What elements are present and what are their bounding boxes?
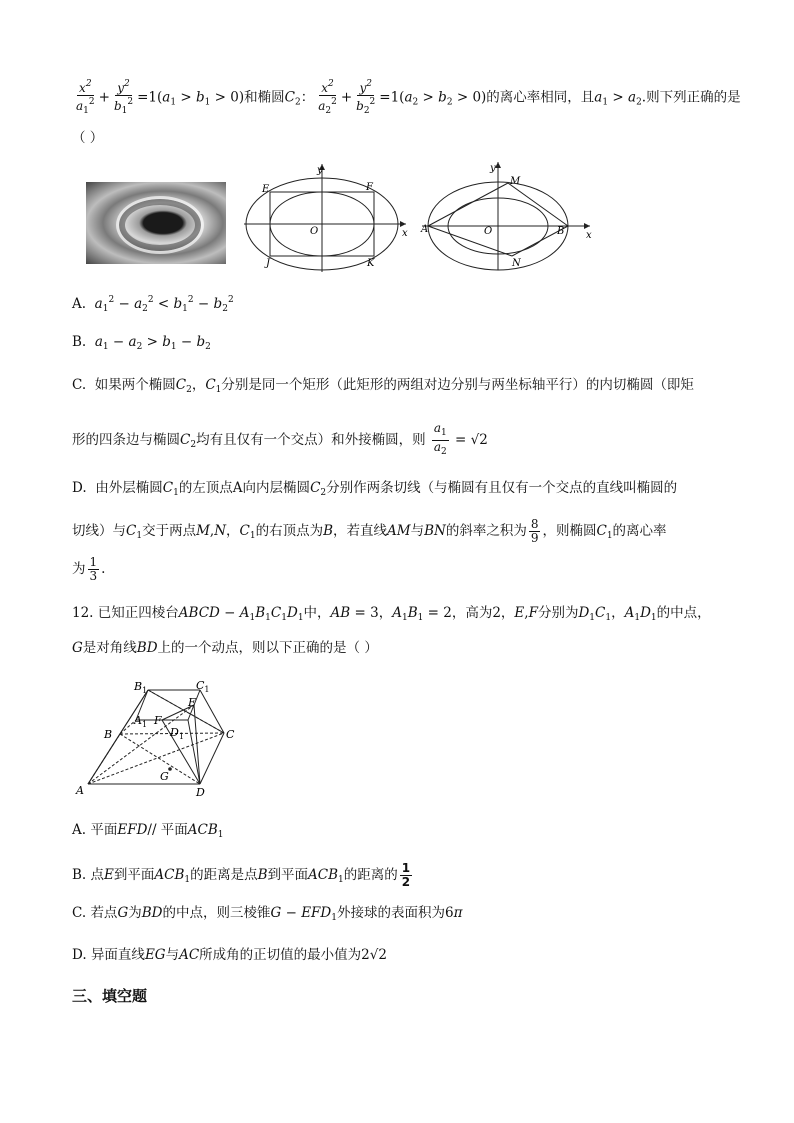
fig2-label-B: B xyxy=(557,226,565,237)
q11-option-A[interactable]: A. $a_1^2 - a_2^2 < b_1^2 - b_2^2$ xyxy=(72,295,234,314)
fig1-label-x: x xyxy=(402,228,408,239)
q11-stem-line1: $\frac{x^2}{a_1^2}$ + $\frac{y^2}{b_1^2}$ $=1(a_1 > b_1 > 0)$和椭圆$C_2$： $\frac{x^2}{a_2^2}$ + $\frac{y^2}{b_2^2}$ $=1(a_2 > b_2 > 0)$的离心率相同，且$a_1 > a_2$.则下列正确的是 xyxy=(76,79,741,116)
fig2-label-y: y xyxy=(490,163,496,174)
q12-stem-line2: G是对角线BD上的一个动点，则以下正确的是（ ） xyxy=(72,640,378,656)
fig1-label-J: J xyxy=(266,258,271,269)
fig2-label-M: M xyxy=(510,176,521,187)
q12-stem-line1: 12. 已知正四棱台ABCD − $A_1B_1C_1D_1$中，AB = 3，$A_1B_1 = 2$，高为2，E,F分别为$D_1C_1$，$A_1D_1$的中点， xyxy=(72,605,711,623)
q11-option-C-line2: 形的四条边与椭圆$C_2$均有且仅有一个交点）和外接椭圆，则 $\frac{a_1}{a_2}$ = √2 xyxy=(72,421,488,457)
q12-option-D[interactable]: D. 异面直线EG与AC所成角的正切值的最小值为2√2 xyxy=(72,947,387,963)
fig3-label-C1: $C_1$ xyxy=(196,679,210,694)
q11-paren: （ ） xyxy=(72,130,104,146)
q11-figure-tangents xyxy=(420,158,600,273)
fig2-label-O: O xyxy=(484,226,493,237)
fig1-label-K: K xyxy=(367,258,375,269)
q11-stem-part1: 和椭圆 xyxy=(244,89,285,106)
section-3-title: 三、填空题 xyxy=(72,987,148,1005)
q11-stem-part3: .则下列正确的是 xyxy=(641,89,741,106)
fig1-label-E: E xyxy=(262,184,270,195)
stadium-photo xyxy=(86,182,226,264)
q12-option-B[interactable]: B. 点E到平面$ACB_1$的距离是点B到平面$ACB_1$的距离的 $\frac{1}{2}$ xyxy=(72,861,411,889)
q11-option-D-line3: 为 $\frac{1}{3}$ . xyxy=(72,555,106,583)
fig3-label-F: F xyxy=(154,714,162,727)
fig3-label-B: B xyxy=(104,728,113,741)
fig1-label-y: y xyxy=(317,165,323,176)
q11-figure-rectangle-ellipses xyxy=(240,160,418,275)
q11-stem-part2: 的离心率相同，且 xyxy=(486,89,595,106)
fig3-label-G: G xyxy=(160,770,169,783)
fig3-label-E: E xyxy=(188,696,197,709)
fig3-label-A: A xyxy=(76,784,84,797)
fig3-label-D: D xyxy=(196,786,205,799)
q11-option-C-line1[interactable]: C. 如果两个椭圆$C_2$，$C_1$分别是同一个矩形（此矩形的两组对边分别与两坐标轴平行）的内切椭圆（即矩 xyxy=(72,377,694,395)
fig3-label-A1: $A_1$ xyxy=(134,714,148,729)
fig1-label-F: F xyxy=(366,182,373,193)
fig3-label-C: C xyxy=(226,728,235,741)
q11-option-B[interactable]: B. $a_1 - a_2 > b_1 - b_2$ xyxy=(72,334,211,352)
fig2-label-N: N xyxy=(512,258,521,269)
fig3-label-D1: $D_1$ xyxy=(170,726,184,741)
fig3-label-B1: $B_1$ xyxy=(134,680,148,695)
fig2-label-x: x xyxy=(586,230,592,241)
fig2-label-A: A xyxy=(421,224,429,235)
q12-option-C[interactable]: C. 若点G为BD的中点，则三棱锥$G - EFD_1$外接球的表面积为6π xyxy=(72,905,463,923)
q12-option-A[interactable]: A. 平面EFD// 平面$ACB_1$ xyxy=(72,822,224,840)
q11-option-D-line1[interactable]: D. 由外层椭圆$C_1$的左顶点A向内层椭圆$C_2$分别作两条切线（与椭圆有且仅有一个交点的直线叫椭圆的 xyxy=(72,480,678,498)
q11-option-D-line2: 切线）与$C_1$交于两点M,N，$C_1$的右顶点为B，若直线AM与BN的斜率之积为 $\frac{8}{9}$ ，则椭圆$C_1$的离心率 xyxy=(72,517,667,545)
fig1-label-O: O xyxy=(310,226,319,237)
q12-figure-frustum xyxy=(72,676,242,800)
